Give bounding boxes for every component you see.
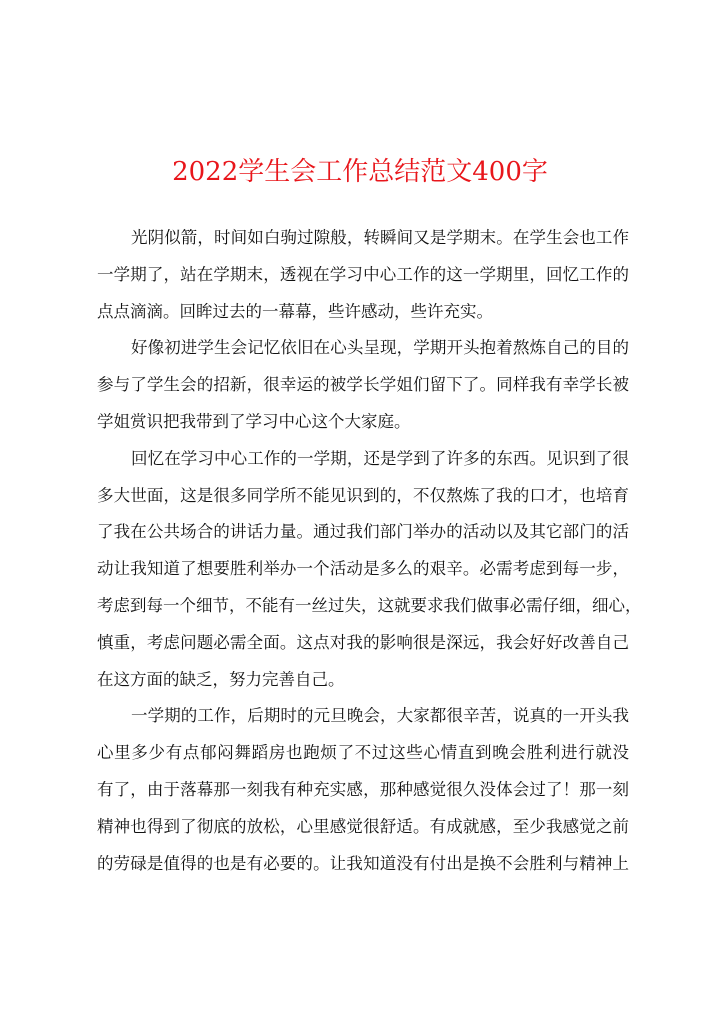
paragraph-line: 有了，由于落幕那一刻我有种充实感，那种感觉很久没体会过了！那一刻 [97, 779, 629, 799]
paragraph-line: 动让我知道了想要胜利举办一个活动是多么的艰辛。必需考虑到每一步， [97, 559, 629, 579]
paragraph-line: 心里多少有点郁闷舞蹈房也跑烦了不过这些心情直到晚会胜利进行就没 [97, 743, 629, 763]
paragraph-line: 了我在公共场合的讲话力量。通过我们部门举办的活动以及其它部门的活 [97, 522, 629, 542]
paragraph-line: 参与了学生会的招新，很幸运的被学长学姐们留下了。同样我有幸学长被 [97, 375, 629, 395]
paragraph-line: 在这方面的缺乏，努力完善自己。 [97, 669, 345, 689]
paragraph-line: 点点滴滴。回眸过去的一幕幕，些许感动，些许充实。 [97, 301, 493, 321]
document-body [97, 220, 642, 882]
paragraph-line: 多大世面，这是很多同学所不能见识到的，不仅熬炼了我的口才，也培育 [97, 485, 629, 505]
paragraph-line: 一学期的工作，后期时的元旦晚会，大家都很辛苦，说真的一开头我 [131, 706, 629, 726]
paragraph [97, 441, 642, 699]
paragraph [97, 698, 629, 882]
paragraph-line: 好像初进学生会记忆依旧在心头呈现，学期开头抱着熬炼自己的目的 [131, 338, 629, 358]
paragraph-line: 的劳碌是值得的也是有必要的。让我知道没有付出是换不会胜利与精神上 [97, 853, 629, 873]
paragraph-line: 精神也得到了彻底的放松，心里感觉很舒适。有成就感，至少我感觉之前 [97, 816, 629, 836]
paragraph-line: 慎重，考虑问题必需全面。这点对我的影响很是深远，我会好好改善自己 [97, 632, 629, 652]
paragraph-line: 学姐赏识把我带到了学习中心这个大家庭。 [97, 411, 411, 431]
paragraph-line: 考虑到每一个细节，不能有一丝过失，这就要求我们做事必需仔细，细心， [97, 595, 642, 615]
paragraph [97, 220, 629, 330]
paragraph-line: 回忆在学习中心工作的一学期，还是学到了许多的东西。见识到了很 [131, 448, 629, 468]
document-title: 2022学生会工作总结范文400字 [172, 157, 548, 187]
paragraph-line: 光阴似箭，时间如白驹过隙般，转瞬间又是学期末。在学生会也工作 [131, 228, 629, 247]
paragraph [97, 330, 629, 440]
paragraph-line: 一学期了，站在学期末，透视在学习中心工作的这一学期里，回忆工作的 [97, 264, 629, 284]
